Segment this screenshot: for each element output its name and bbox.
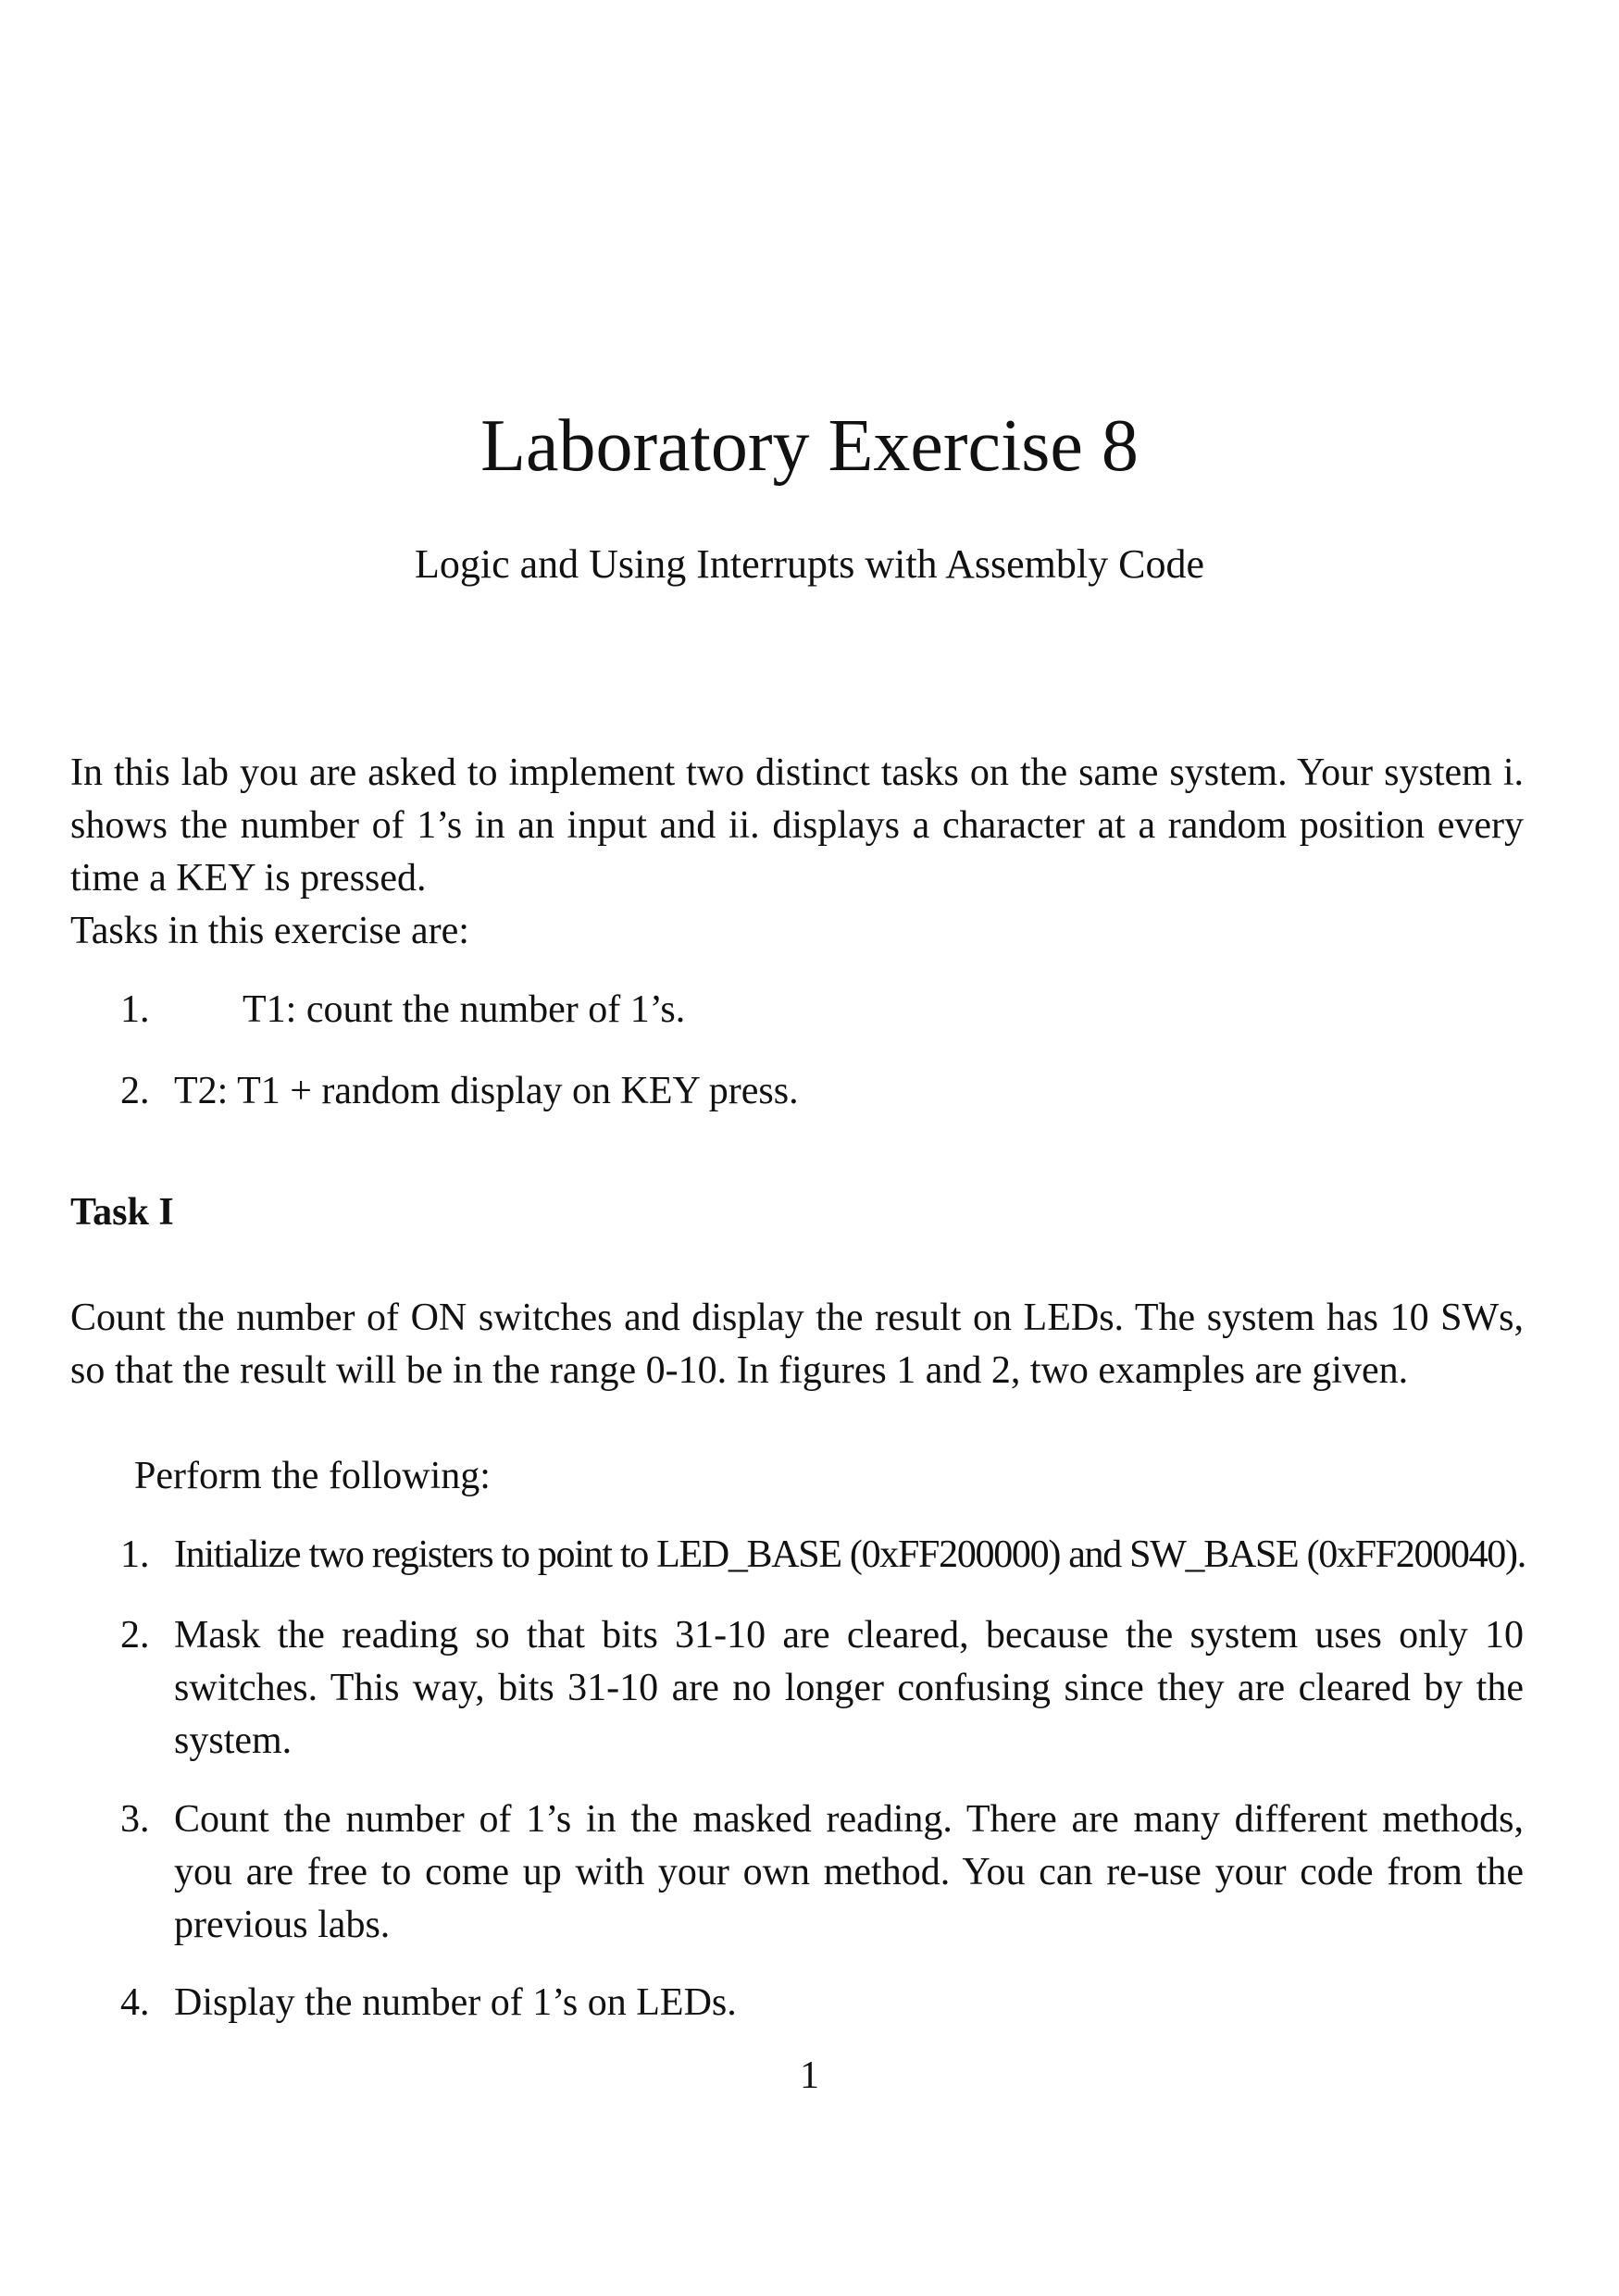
task1-paragraph: Count the number of ON switches and display the result on LEDs. The system has 10 SWs, so that the result will be in the range 0-10. In figures 1 and 2, two examples are given.	[70, 1297, 1524, 1392]
section-heading: Task I	[70, 1191, 174, 1234]
list-item-text: T2: T1 + random display on KEY press.	[174, 1070, 799, 1112]
tasks-lead: Tasks in this exercise are:	[70, 910, 469, 952]
page-title: Laboratory Exercise 8	[480, 405, 1139, 487]
list-item-number: 1.	[120, 988, 150, 1031]
list-item-text: Display the number of 1’s on LEDs.	[174, 1981, 737, 2024]
list-item-text: Initialize two registers to point to LED_BASE (0xFF200000) and SW_BASE (0xFF200040).	[174, 1533, 1526, 1576]
list-item-text: Mask the reading so that bits 31-10 are cleared, because the system uses only 10 switches. This way, bits 31-10 are no longer confusing since they are cleared by the system.	[174, 1614, 1524, 1762]
list-item-number: 3.	[120, 1798, 150, 1841]
task1-lead: Perform the following:	[134, 1455, 491, 1497]
page-number: 1	[800, 2054, 819, 2097]
list-item-number: 2.	[120, 1070, 150, 1112]
list-item-text: Count the number of 1’s in the masked reading. There are many different methods, you are free to come up with your own method. You can re-use your code from the previous labs.	[174, 1798, 1524, 1946]
list-item-number: 1.	[120, 1533, 150, 1576]
page-subtitle: Logic and Using Interrupts with Assembly Code	[414, 541, 1204, 587]
intro-paragraph: In this lab you are asked to implement two distinct tasks on the same system. Your system i. shows the number of 1’s in an input and ii. displays a character at a random position every time a KEY is pressed.	[70, 751, 1524, 900]
list-item-number: 4.	[120, 1981, 150, 2024]
list-item-number: 2.	[120, 1614, 150, 1657]
list-item-text: T1: count the number of 1’s.	[243, 988, 686, 1031]
